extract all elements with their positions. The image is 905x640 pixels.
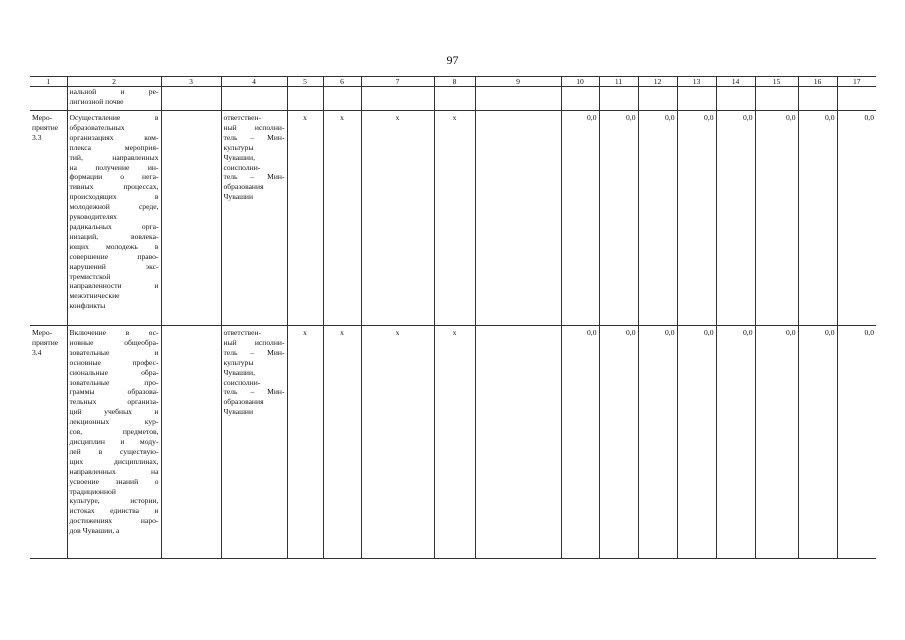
- cell-line: тремистской: [69, 271, 111, 281]
- measure-number-cell: [30, 111, 67, 326]
- executor-cell: [221, 111, 287, 326]
- column-number: 7: [361, 77, 434, 87]
- column-number: 16: [798, 77, 837, 87]
- table-cell: [475, 87, 561, 111]
- table-cell: [638, 87, 677, 111]
- cell-line: тель – Мин-: [223, 387, 285, 397]
- cell-line: межэтнические: [69, 291, 120, 301]
- column-number: 17: [837, 77, 876, 87]
- cell-line: приятие: [32, 337, 59, 347]
- cell-line: направленных на: [69, 466, 159, 476]
- funding-value-cell: 0,0: [755, 111, 798, 326]
- cell-line: ный исполни-: [223, 122, 285, 132]
- cell-line: зовательные про-: [69, 377, 159, 387]
- code-cell: х: [323, 326, 361, 559]
- cell-line: дов Чувашии, а: [69, 526, 120, 536]
- funding-value-cell: 0,0: [638, 111, 677, 326]
- cell-line: Чувашии: [223, 407, 254, 417]
- cell-line: конфликты: [69, 301, 106, 311]
- cell-line: организациях ком-: [69, 132, 159, 142]
- column-number: 11: [599, 77, 638, 87]
- cell-line: культуры: [223, 142, 254, 152]
- table-cell: [161, 326, 221, 559]
- column-number: 1: [30, 77, 67, 87]
- column-number-row: [30, 77, 876, 87]
- column-number: 5: [287, 77, 323, 87]
- table-cell: [323, 87, 361, 111]
- cell-line: культуры: [223, 357, 254, 367]
- funding-value-cell: 0,0: [561, 326, 599, 559]
- cell-line: традиционной: [69, 486, 116, 496]
- measure-number-cell: [30, 326, 67, 559]
- cell-line: образования: [223, 397, 264, 407]
- table-cell: [161, 111, 221, 326]
- code-cell: х: [361, 326, 434, 559]
- cell-line: сиональные обра-: [69, 367, 159, 377]
- table-cell: [716, 87, 755, 111]
- cell-line: зовательные и: [69, 347, 159, 357]
- cell-line: низаций, вовлека-: [69, 231, 159, 241]
- table-cell: [475, 326, 561, 559]
- cell-line: ный исполни-: [223, 337, 285, 347]
- table-cell: [798, 87, 837, 111]
- continuation-text: [67, 87, 161, 111]
- cell-line: лей в существую-: [69, 446, 159, 456]
- funding-value-cell: 0,0: [798, 326, 837, 559]
- column-number: 12: [638, 77, 677, 87]
- table-cell: [475, 111, 561, 326]
- code-cell: х: [361, 111, 434, 326]
- code-cell: х: [287, 326, 323, 559]
- cell-line: Включение в ос-: [69, 328, 159, 337]
- cell-line: Чувашии,: [223, 152, 255, 162]
- cell-line: тель – Мин-: [223, 172, 285, 182]
- cell-line: формации о нега-: [69, 172, 159, 182]
- funding-value-cell: 0,0: [837, 111, 876, 326]
- cell-line: направленности и: [69, 281, 159, 291]
- cell-line: молодежной среде,: [69, 202, 159, 212]
- table-cell: [561, 87, 599, 111]
- cell-line: тивных процессах,: [69, 182, 159, 192]
- cell-line: основные профес-: [69, 357, 159, 367]
- continuation-row: [30, 87, 876, 111]
- measure-description-cell: [67, 111, 161, 326]
- table-cell: [837, 87, 876, 111]
- measure-description-cell: [67, 326, 161, 559]
- table-cell: [677, 87, 716, 111]
- funding-value-cell: 0,0: [716, 326, 755, 559]
- program-table: [30, 76, 876, 559]
- column-number: 3: [161, 77, 221, 87]
- funding-value-cell: 0,0: [599, 326, 638, 559]
- column-number: 9: [475, 77, 561, 87]
- cell-line: сов, предметов,: [69, 427, 159, 437]
- table-row: [30, 326, 876, 559]
- cell-line: граммы образова-: [69, 387, 159, 397]
- cell-line: тель – Мин-: [223, 132, 285, 142]
- cell-line: ответствен-: [223, 113, 262, 122]
- executor-cell: [221, 326, 287, 559]
- column-number: 10: [561, 77, 599, 87]
- cell-line: радикальных орга-: [69, 221, 159, 231]
- code-cell: х: [323, 111, 361, 326]
- cell-line: Чувашии: [223, 192, 254, 202]
- cell-line: 3.4: [32, 347, 42, 357]
- cell-line: плекса мероприя-: [69, 142, 159, 152]
- column-number: 4: [221, 77, 287, 87]
- column-number: 15: [755, 77, 798, 87]
- cell-line: ций учебных и: [69, 407, 159, 417]
- cell-line: ющих молодежь в: [69, 241, 159, 251]
- cell-line: соисполни-: [223, 377, 261, 387]
- code-cell: х: [434, 111, 475, 326]
- cell-line: Осуществление в: [69, 113, 159, 122]
- page-number: 97: [446, 53, 459, 67]
- cell-line: истоках единства и: [69, 506, 159, 516]
- funding-value-cell: 0,0: [837, 326, 876, 559]
- table-cell: [434, 87, 475, 111]
- cell-line: усвоение знаний о: [69, 476, 159, 486]
- cell-line: культуре, истории,: [69, 496, 159, 506]
- cell-line: Меро-: [32, 113, 53, 122]
- column-number: 13: [677, 77, 716, 87]
- cell-line: Меро-: [32, 328, 53, 337]
- cell-line: достижениях наро-: [69, 516, 159, 526]
- table-cell: [287, 87, 323, 111]
- cell-line: новные общеобра-: [69, 337, 159, 347]
- table-cell: [30, 87, 67, 111]
- funding-value-cell: 0,0: [599, 111, 638, 326]
- table-cell: [221, 87, 287, 111]
- cell-line: лигиозной почве: [69, 96, 124, 106]
- funding-value-cell: 0,0: [677, 111, 716, 326]
- cell-line: руководителях: [69, 212, 117, 222]
- cell-line: лекционных кур-: [69, 417, 159, 427]
- column-number: 6: [323, 77, 361, 87]
- cell-line: совершение право-: [69, 251, 159, 261]
- funding-value-cell: 0,0: [798, 111, 837, 326]
- cell-line: приятие: [32, 122, 59, 132]
- cell-line: происходящих в: [69, 192, 159, 202]
- cell-line: Чувашии,: [223, 367, 255, 377]
- cell-line: 3.3: [32, 132, 42, 142]
- code-cell: х: [287, 111, 323, 326]
- column-number: 2: [67, 77, 161, 87]
- cell-line: образования: [223, 182, 264, 192]
- funding-value-cell: 0,0: [677, 326, 716, 559]
- table-cell: [599, 87, 638, 111]
- cell-line: щих дисциплинах,: [69, 456, 159, 466]
- cell-line: нарушений экс-: [69, 261, 159, 271]
- funding-value-cell: 0,0: [561, 111, 599, 326]
- column-number: 14: [716, 77, 755, 87]
- code-cell: х: [434, 326, 475, 559]
- cell-line: образовательных: [69, 122, 125, 132]
- cell-line: ответствен-: [223, 328, 262, 337]
- cell-line: соисполни-: [223, 162, 261, 172]
- table-row: [30, 111, 876, 326]
- cell-line: тель – Мин-: [223, 347, 285, 357]
- cell-line: нальной и ре-: [69, 87, 159, 96]
- cell-line: тельных организа-: [69, 397, 159, 407]
- funding-value-cell: 0,0: [755, 326, 798, 559]
- funding-value-cell: 0,0: [638, 326, 677, 559]
- table-cell: [361, 87, 434, 111]
- column-number: 8: [434, 77, 475, 87]
- cell-line: дисциплин и моду-: [69, 436, 159, 446]
- funding-value-cell: 0,0: [716, 111, 755, 326]
- table-cell: [755, 87, 798, 111]
- cell-line: на получение ин-: [69, 162, 159, 172]
- cell-line: тий, направленных: [69, 152, 159, 162]
- table-cell: [161, 87, 221, 111]
